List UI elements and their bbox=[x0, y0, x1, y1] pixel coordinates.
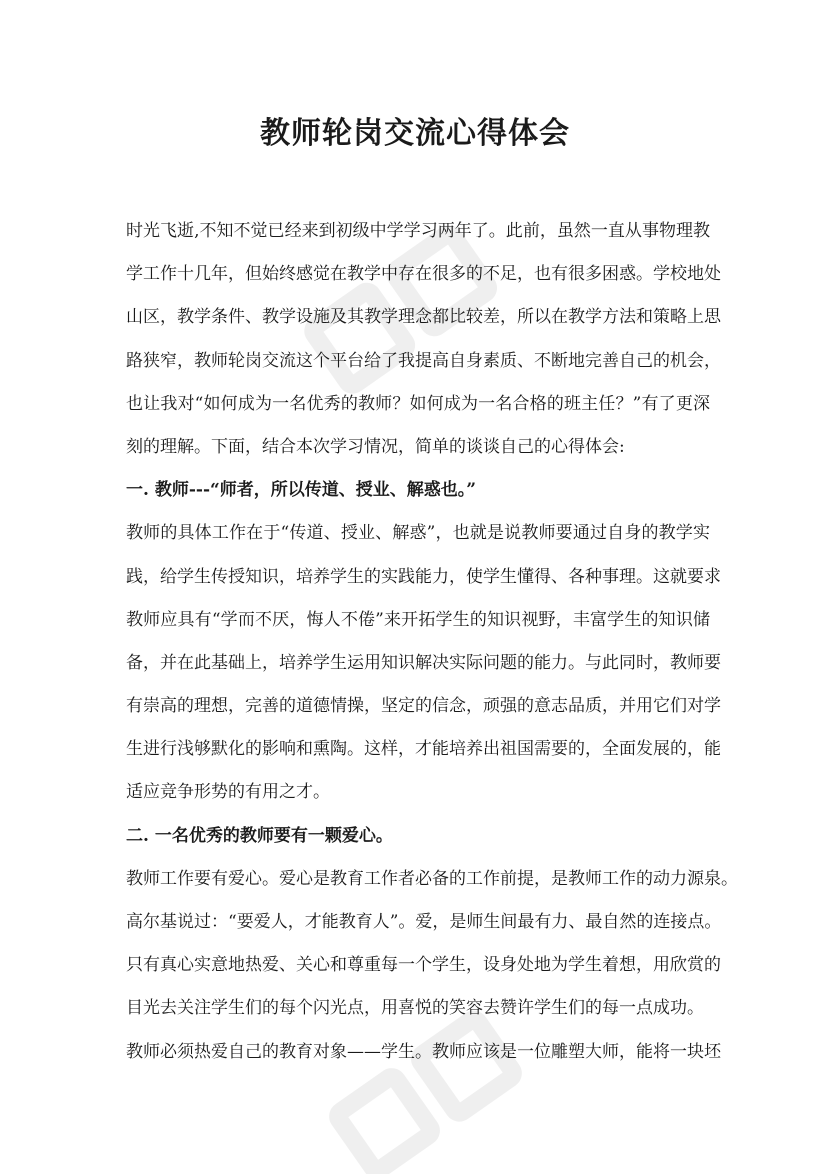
paragraph-line: 也让我对“如何成为一名优秀的教师？如何成为一名合格的班主任？”有了更深 bbox=[126, 393, 710, 414]
section-heading: 二. 一名优秀的教师要有一颗爱心。 bbox=[126, 825, 393, 846]
paragraph-line: 教师的具体工作在于“传道、授业、解惑”，也就是说教师要通过自身的教学实 bbox=[126, 523, 710, 544]
paragraph-line: 备，并在此基础上，培养学生运用知识解决实际问题的能力。与此同时，教师要 bbox=[126, 652, 721, 673]
paragraph-line: 有崇高的理想，完善的道德情操，坚定的信念，顽强的意志品质，并用它们对学 bbox=[126, 696, 721, 717]
paragraph-line: 教师必须热爱自己的教育对象——学生。教师应该是一位雕塑大师，能将一块坯 bbox=[126, 1041, 721, 1062]
paragraph-line: 路狭窄，教师轮岗交流这个平台给了我提高自身素质、不断地完善自己的机会， bbox=[126, 350, 721, 371]
paragraph-line: 高尔基说过：“要爱人，才能教育人”。爱，是师生间最有力、最自然的连接点。 bbox=[126, 912, 722, 932]
paragraph-line: 目光去关注学生们的每个闪光点，用喜悦的笑容去赞许学生们的每一点成功。 bbox=[126, 998, 704, 1019]
paragraph-line: 生进行浅够默化的影响和熏陶。这样，才能培养出祖国需要的，全面发展的，能 bbox=[126, 739, 721, 760]
page-title: 教师轮岗交流心得体会 bbox=[260, 116, 570, 151]
paragraph-line: 践，给学生传授知识，培养学生的实践能力，使学生懂得、各种事理。这就要求 bbox=[126, 566, 721, 587]
paragraph-line: 教师应具有“学而不厌，悔人不倦”来开拓学生的知识视野，丰富学生的知识储 bbox=[126, 609, 710, 630]
paragraph-line: 教师工作要有爱心。爱心是教育工作者必备的工作前提，是教师工作的动力源泉。 bbox=[126, 868, 738, 889]
paragraph-line: 适应竞争形势的有用之才。 bbox=[126, 782, 330, 803]
paragraph-line: 时光飞逝,不知不觉已经来到初级中学学习两年了。此前，虽然一直从事物理教 bbox=[126, 221, 710, 241]
paragraph-line: 山区，教学条件、教学设施及其教学理念都比较差，所以在教学方法和策略上思 bbox=[126, 307, 721, 328]
paragraph-line: 学工作十几年，但始终感觉在教学中存在很多的不足，也有很多困惑。学校地处 bbox=[126, 264, 721, 285]
section-heading: 一. 教师---“师者，所以传道、授业、解惑也。” bbox=[126, 480, 477, 501]
paragraph-line: 刻的理解。下面，结合本次学习情况，简单的谈谈自己的心得体会: bbox=[126, 436, 625, 457]
document-body bbox=[126, 210, 738, 1074]
paragraph-line: 只有真心实意地热爱、关心和尊重每一个学生，设身处地为学生着想，用欣赏的 bbox=[126, 955, 721, 976]
